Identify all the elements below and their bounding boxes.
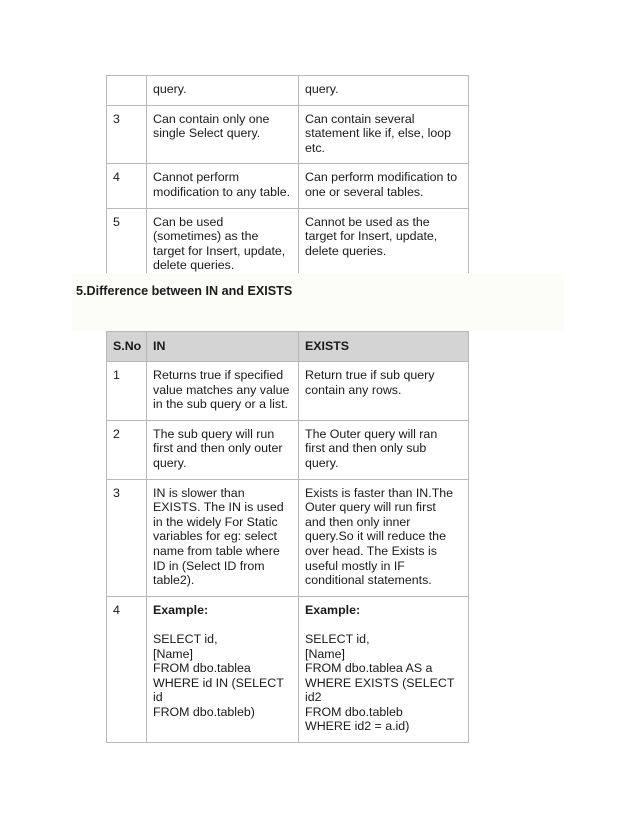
cell-exists: Return true if sub query contain any rows.: [299, 362, 469, 421]
row-number-cell: 3: [107, 479, 147, 596]
header-exists: EXISTS: [299, 332, 469, 362]
table-row: [107, 76, 469, 106]
cell-in-example: [147, 596, 299, 742]
row-number-cell: 4: [107, 596, 147, 742]
table-row-example: [107, 596, 469, 742]
row-number-cell: 4: [107, 164, 147, 208]
cell-in: IN is slower than EXISTS. The IN is used in the widely For Static variables for eg: select name from table where ID in (Select ID from table2).: [147, 479, 299, 596]
section-heading-band: [72, 273, 564, 331]
comparison-table-continued: [106, 75, 469, 282]
cell-right: Can contain several statement like if, else, loop etc.: [299, 105, 469, 164]
table-row: [107, 479, 469, 596]
row-number-cell: 3: [107, 105, 147, 164]
cell-right: Cannot be used as the target for Insert, update, delete queries.: [299, 208, 469, 281]
cell-right: Can perform modification to one or several tables.: [299, 164, 469, 208]
cell-exists: The Outer query will ran first and then only sub query.: [299, 420, 469, 479]
row-number-cell: 1: [107, 362, 147, 421]
cell-left: Can contain only one single Select query.: [147, 105, 299, 164]
row-number-cell: 5: [107, 208, 147, 281]
cell-in: The sub query will run first and then only outer query.: [147, 420, 299, 479]
cell-left: Cannot perform modification to any table.: [147, 164, 299, 208]
table-row: [107, 105, 469, 164]
table-row: [107, 362, 469, 421]
cell-left: query.: [147, 76, 299, 106]
example-label: Example:: [153, 602, 209, 617]
table-row: [107, 208, 469, 281]
cell-right: query.: [299, 76, 469, 106]
sql-code-in: SELECT id, [Name] FROM dbo.tablea WHERE id IN (SELECT id FROM dbo.tableb): [153, 631, 284, 719]
cell-in: Returns true if specified value matches any value in the sub query or a list.: [147, 362, 299, 421]
section-heading: 5.Difference between IN and EXISTS: [76, 284, 293, 298]
table-header-row: [107, 332, 469, 362]
row-number-cell: 2: [107, 420, 147, 479]
header-in: IN: [147, 332, 299, 362]
in-vs-exists-table: [106, 331, 469, 743]
sql-code-exists: SELECT id, [Name] FROM dbo.tablea AS a WHERE EXISTS (SELECT id2 FROM dbo.tableb WHERE id2 = a.id): [305, 631, 455, 734]
row-number-cell: [107, 76, 147, 106]
header-sno: S.No: [107, 332, 147, 362]
cell-exists: Exists is faster than IN.The Outer query will run first and then only inner query.So it will reduce the over head. The Exists is useful mostly in IF conditional statements.: [299, 479, 469, 596]
example-label: Example:: [305, 602, 361, 617]
cell-exists-example: [299, 596, 469, 742]
table-row: [107, 164, 469, 208]
table-row: [107, 420, 469, 479]
cell-left: Can be used (sometimes) as the target for Insert, update, delete queries.: [147, 208, 299, 281]
